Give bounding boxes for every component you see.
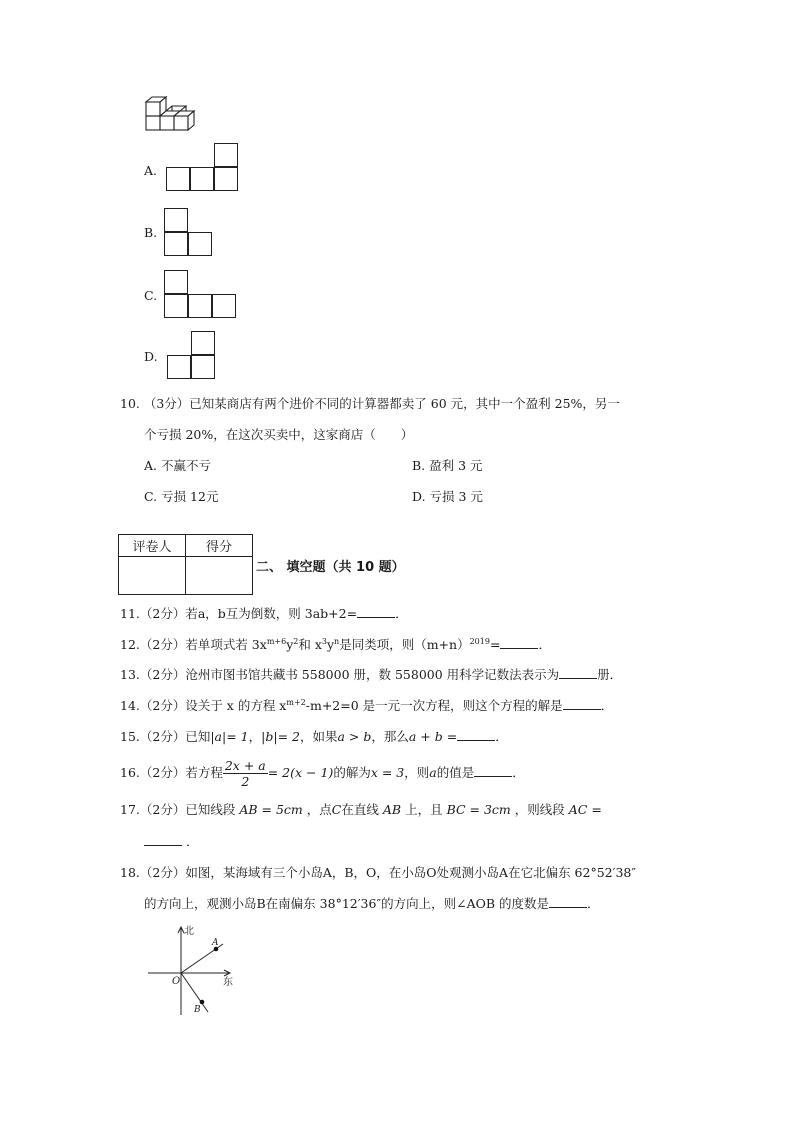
numerator: 2x + a: [224, 758, 266, 773]
question-16-post: ，则: [404, 765, 430, 780]
denominator: 2: [241, 774, 250, 789]
grid-cell: [188, 232, 212, 256]
question-17-pre: 17.（2分）已知线段: [120, 802, 236, 817]
point-b-label: B: [194, 1005, 201, 1015]
grid-cell: [190, 167, 214, 191]
question-17-mid4: ，则线段: [514, 802, 565, 817]
question-17-mid2: 在直线: [341, 802, 379, 817]
answer-blank: [549, 895, 587, 908]
compass-figure: [140, 920, 250, 1020]
grid-cell: [191, 331, 215, 355]
option-d-label: D.: [144, 349, 158, 364]
question-10-option-c: C. 亏损 12元: [144, 489, 219, 504]
segment-bc: BC = 3cm: [446, 802, 511, 817]
score-table: [118, 534, 253, 595]
question-16-post2: 的值是: [436, 765, 475, 780]
question-10-line-2: 个亏损 20%，在这次买卖中，这家商店（ ）: [144, 427, 414, 442]
question-14-post: -m+2=0 是一元一次方程，则这个方程的解是: [305, 698, 563, 713]
question-15-mid2: ，那么: [371, 729, 409, 744]
abs-a: |a|= 1: [210, 729, 249, 744]
question-12-y: y: [286, 637, 294, 652]
period: ．: [587, 896, 600, 911]
variable-a: a: [429, 765, 437, 780]
segment-ac: AC =: [568, 802, 602, 817]
period: ．: [495, 729, 508, 744]
solution: x = 3: [370, 765, 405, 780]
question-10-option-d: D. 亏损 3 元: [412, 489, 483, 504]
question-17-line-1: [120, 801, 602, 819]
question-12-mid2: 是同类项，则（m+n）: [339, 637, 470, 652]
score-header: 得分: [186, 535, 253, 557]
answer-blank: [474, 764, 512, 777]
question-16: [120, 755, 525, 791]
option-c-figure: [164, 270, 236, 318]
question-17-line-2: [144, 833, 199, 851]
option-d-figure: [167, 331, 215, 379]
question-13-unit: 册．: [597, 667, 623, 682]
grid-cell: [191, 355, 215, 379]
grid-cell: [212, 294, 236, 318]
question-14-pre: 14.（2分）设关于 x 的方程 x: [120, 698, 287, 713]
option-b-label: B.: [144, 225, 158, 240]
grader-header: 评卷人: [119, 535, 186, 557]
cube-stack-figure: [140, 94, 204, 136]
question-11: [120, 605, 408, 623]
north-label: 北: [184, 926, 194, 937]
question-12-mid: 和 x: [298, 637, 322, 652]
question-16-mid: 的解为: [333, 765, 371, 780]
condition: a > b: [337, 729, 372, 744]
period: ．: [538, 637, 551, 652]
period: ．: [395, 606, 408, 621]
grader-cell: [119, 557, 186, 595]
exponent: m+2: [286, 698, 306, 707]
question-18-line-2-text: 的方向上，观测小岛B在南偏东 38°12′36″的方向上，则∠AOB 的度数是: [144, 896, 550, 911]
period: ．: [600, 698, 614, 713]
abs-b: |b|= 2: [261, 729, 300, 744]
question-10-option-b: B. 盈利 3 元: [412, 458, 483, 473]
answer-blank: [500, 636, 538, 649]
option-a-figure: [166, 143, 238, 191]
exponent: 2: [293, 637, 299, 646]
question-16-pre: 16.（2分）若方程: [120, 765, 223, 780]
question-13-text: 13.（2分）沧州市图书馆共藏书 558000 册，数 558000 用科学记数法表示为: [120, 667, 560, 682]
question-15-pre: 15.（2分）已知: [120, 729, 211, 744]
grid-cell: [188, 294, 212, 318]
point-o-label: O: [172, 976, 181, 987]
grid-cell: [214, 143, 238, 167]
exponent: 3: [321, 637, 327, 646]
answer-blank: [559, 666, 597, 679]
option-a-label: A.: [144, 163, 158, 178]
answer-blank: [357, 605, 395, 618]
question-12-pre: 12.（2分）若单项式若 3x: [120, 637, 267, 652]
section-2-title: 二、 填空题（共 10 题）: [256, 560, 405, 575]
grid-cell: [214, 167, 238, 191]
question-11-text: 11.（2分）若a，b互为倒数，则 3ab+2=: [120, 606, 358, 621]
point-c: C: [331, 802, 342, 817]
question-12: [120, 636, 551, 654]
period: ．: [185, 834, 199, 849]
score-cell: [186, 557, 253, 595]
question-14: [120, 697, 613, 715]
grid-cell: [164, 294, 188, 318]
question-12-post: =: [489, 637, 501, 652]
answer-blank: [457, 728, 495, 741]
grid-cell: [164, 208, 188, 232]
grid-cell: [164, 232, 188, 256]
question-17-mid1: ，点: [306, 802, 332, 817]
point-b-dot: [200, 1000, 205, 1005]
grid-cell: [167, 355, 191, 379]
question-10-option-a: A. 不赢不亏: [144, 458, 211, 473]
option-b-figure: [164, 208, 212, 256]
question-12-y2: y: [326, 637, 335, 652]
expression: a + b =: [408, 729, 458, 744]
point-a-label: A: [212, 938, 219, 948]
option-c-label: C.: [144, 288, 158, 303]
question-10-line-1: 10. （3分）已知某商店有两个进价不同的计算器都卖了 60 元，其中一个盈利 25%，另一: [120, 396, 620, 411]
exponent: n: [334, 637, 340, 646]
question-13: [120, 666, 622, 684]
exponent: m+6: [266, 637, 287, 646]
question-15-mid: ，如果: [299, 729, 338, 744]
question-17-mid3: 上，且: [405, 802, 443, 817]
answer-blank: [563, 697, 601, 710]
rhs: = 2(x − 1): [267, 765, 334, 780]
fraction: [223, 758, 268, 789]
period: ．: [512, 765, 525, 780]
east-label: 东: [223, 977, 233, 988]
answer-blank: [144, 833, 182, 846]
exponent: 2019: [469, 637, 490, 646]
question-15: 15.（2分）已知|a|= 1，|b|= 2，如果a > b，那么a + b = ．: [120, 729, 508, 744]
question-18-line-1: 18.（2分）如图，某海域有三个小岛A，B，O，在小岛O处观测小岛A在它北偏东 62°52′38″: [120, 865, 637, 880]
line-ab: AB: [382, 802, 402, 817]
grid-cell: [164, 270, 188, 294]
grid-cell: [166, 167, 190, 191]
segment-ab: AB = 5cm: [239, 802, 303, 817]
question-18-line-2: [144, 895, 600, 913]
